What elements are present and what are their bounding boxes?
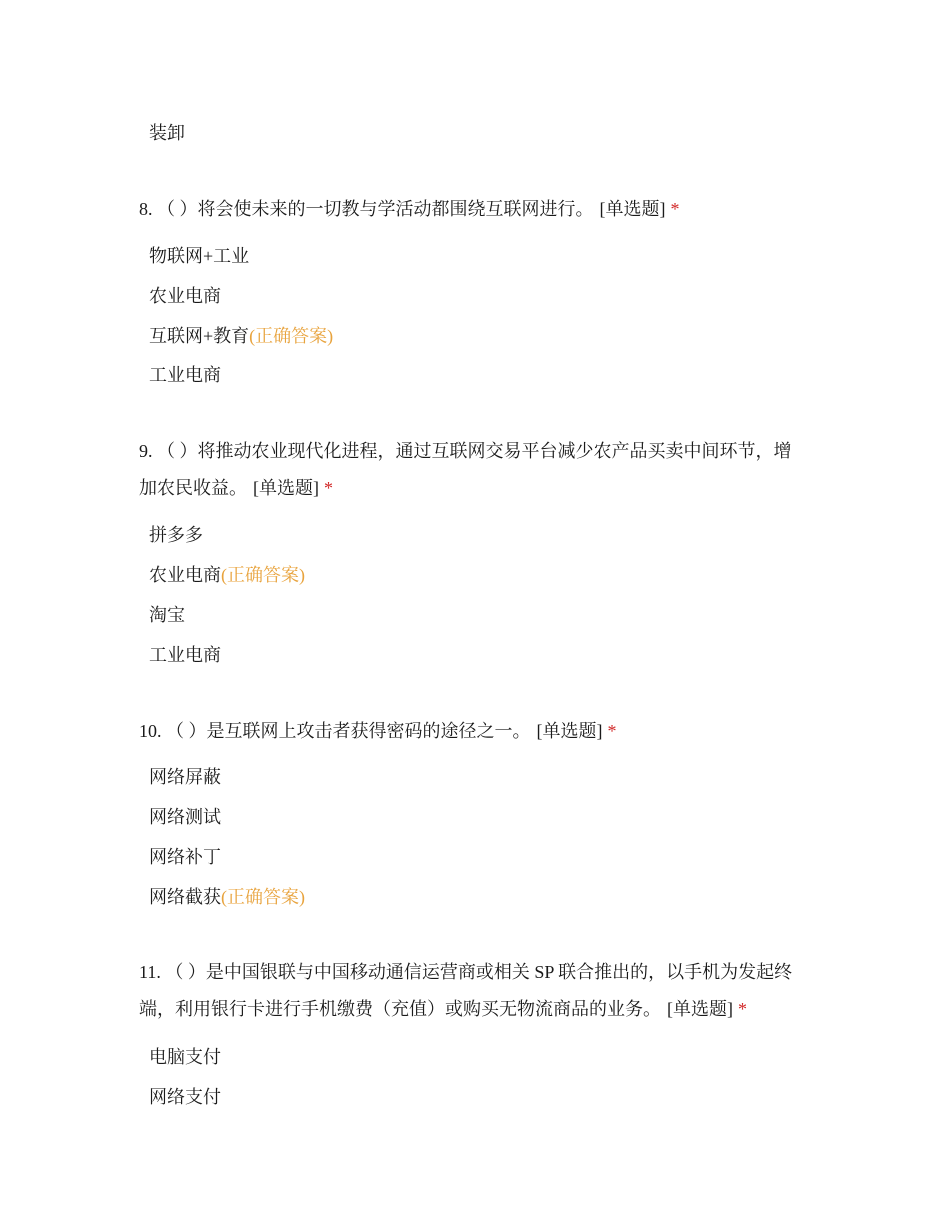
correct-answer-mark: (正确答案)	[221, 565, 305, 585]
option-item[interactable]	[149, 363, 221, 387]
question-text: 9. （ ）将推动农业现代化进程，通过互联网交易平台减少农产品买卖中间环节，增加农民收益。	[139, 441, 792, 498]
option-leading[interactable]	[149, 121, 185, 145]
question-9	[139, 433, 809, 507]
option-label: 网络补丁	[149, 847, 221, 867]
option-label: 电脑支付	[149, 1047, 221, 1067]
option-item[interactable]	[149, 1085, 221, 1109]
question-type-tag: [单选题]	[667, 999, 733, 1019]
required-mark: *	[738, 999, 747, 1019]
option-label: 网络屏蔽	[149, 767, 221, 787]
option-label: 农业电商	[149, 565, 221, 585]
question-8	[139, 191, 819, 228]
option-label: 网络支付	[149, 1087, 221, 1107]
question-text: 8. （ ）将会使未来的一切教与学活动都围绕互联网进行。	[139, 199, 594, 219]
option-item[interactable]	[149, 643, 221, 667]
correct-answer-mark: (正确答案)	[249, 326, 334, 346]
option-item[interactable]	[149, 885, 305, 909]
question-10	[139, 713, 819, 750]
option-item[interactable]	[149, 603, 185, 627]
question-text: 10. （ ）是互联网上攻击者获得密码的途径之一。	[139, 721, 531, 741]
option-item[interactable]	[149, 805, 221, 829]
option-item[interactable]	[149, 324, 333, 348]
option-label: 装卸	[149, 123, 185, 143]
question-type-tag: [单选题]	[253, 478, 319, 498]
option-label: 物联网+工业	[149, 246, 250, 266]
option-item[interactable]	[149, 845, 221, 869]
option-label: 互联网+教育	[149, 326, 250, 346]
option-item[interactable]	[149, 284, 221, 308]
option-item[interactable]	[149, 523, 203, 547]
option-item[interactable]	[149, 765, 221, 789]
option-label: 网络测试	[149, 807, 221, 827]
correct-answer-mark: (正确答案)	[221, 887, 305, 907]
required-mark: *	[607, 721, 617, 741]
option-item[interactable]	[149, 1045, 221, 1069]
question-text: 11. （ ）是中国银联与中国移动通信运营商或相关 SP 联合推出的，以手机为发起终端，利用银行卡进行手机缴费（充值）或购买无物流商品的业务。	[139, 962, 793, 1019]
option-label: 农业电商	[149, 286, 221, 306]
option-item[interactable]	[149, 563, 305, 587]
option-label: 拼多多	[149, 525, 203, 545]
required-mark: *	[324, 478, 333, 498]
option-label: 网络截获	[149, 887, 221, 907]
question-11	[139, 954, 804, 1028]
option-item[interactable]	[149, 244, 249, 268]
option-label: 工业电商	[149, 365, 221, 385]
option-label: 淘宝	[149, 605, 185, 625]
question-type-tag: [单选题]	[536, 721, 603, 741]
option-label: 工业电商	[149, 645, 221, 665]
required-mark: *	[670, 199, 680, 219]
question-type-tag: [单选题]	[599, 199, 666, 219]
